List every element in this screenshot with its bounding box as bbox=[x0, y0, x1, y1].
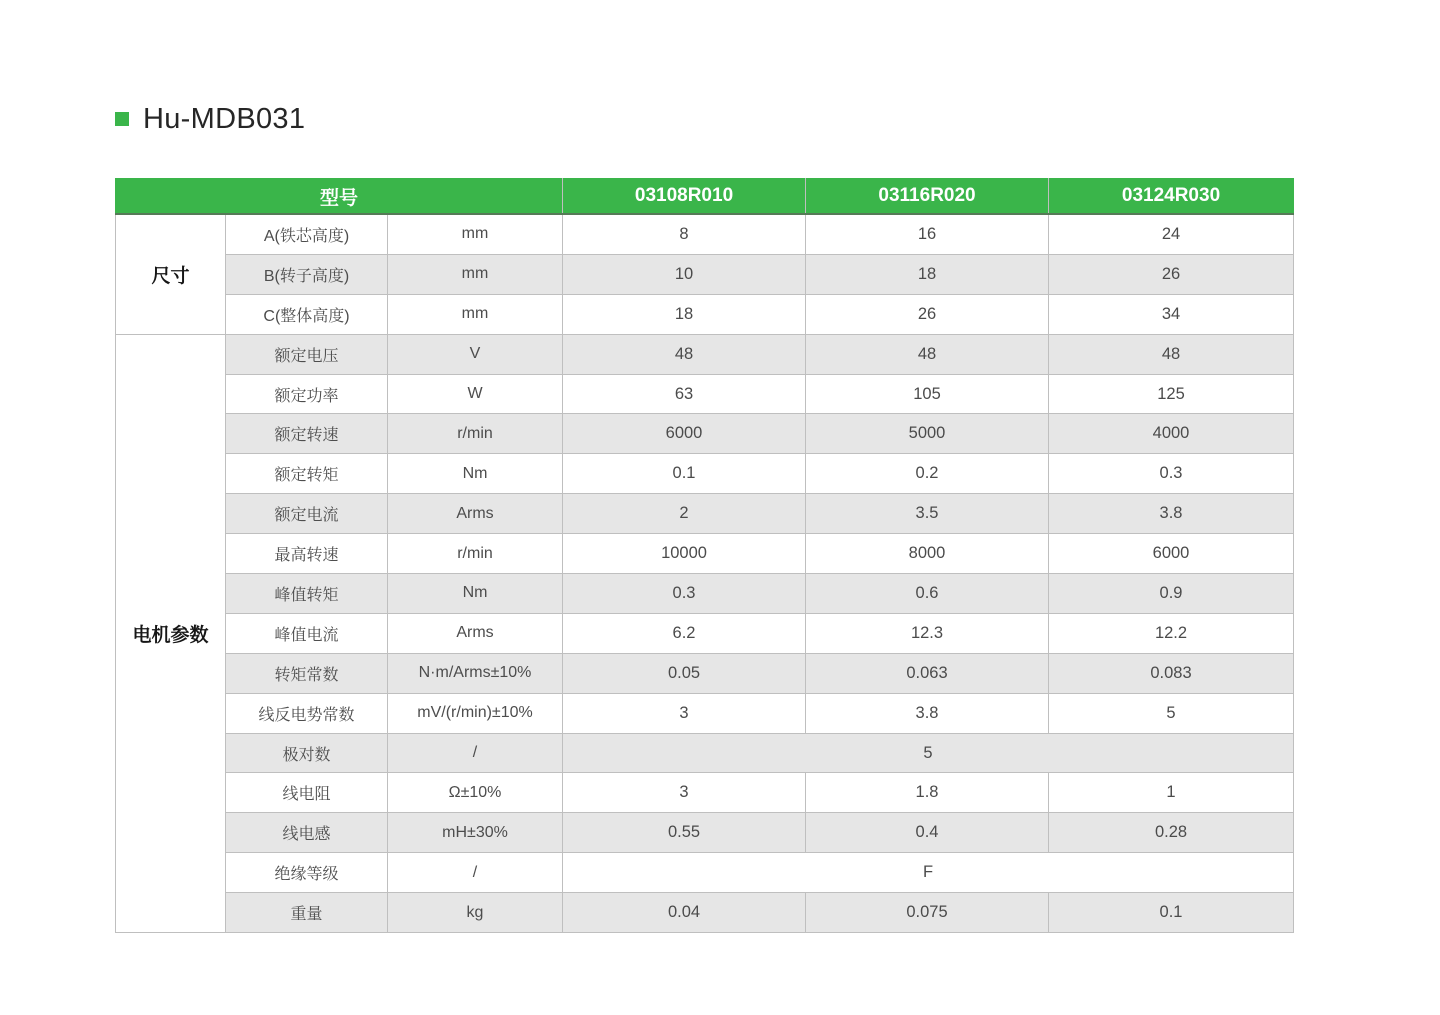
value-cell: 0.04 bbox=[563, 893, 806, 933]
table-row bbox=[116, 454, 1294, 494]
value-cell: 6.2 bbox=[563, 613, 806, 653]
table-header-row bbox=[116, 179, 1294, 215]
value-cell: 16 bbox=[806, 214, 1049, 254]
value-cell: 0.9 bbox=[1049, 574, 1294, 614]
param-name-cell: 额定电流 bbox=[226, 494, 388, 534]
value-cell: 5 bbox=[1049, 693, 1294, 733]
table-row bbox=[116, 733, 1294, 773]
value-cell: 0.55 bbox=[563, 813, 806, 853]
param-unit-cell: kg bbox=[388, 893, 563, 933]
value-cell: 0.28 bbox=[1049, 813, 1294, 853]
value-cell: 0.075 bbox=[806, 893, 1049, 933]
green-square-bullet-icon bbox=[115, 112, 129, 126]
table-row bbox=[116, 853, 1294, 893]
param-name-cell: 极对数 bbox=[226, 733, 388, 773]
table-row bbox=[116, 374, 1294, 414]
value-cell-merged: 5 bbox=[563, 733, 1294, 773]
value-cell: 0.2 bbox=[806, 454, 1049, 494]
param-name-cell: 最高转速 bbox=[226, 534, 388, 574]
param-unit-cell: W bbox=[388, 374, 563, 414]
param-unit-cell: V bbox=[388, 334, 563, 374]
value-cell: 0.3 bbox=[563, 574, 806, 614]
value-cell: 48 bbox=[1049, 334, 1294, 374]
table-row bbox=[116, 693, 1294, 733]
param-name-cell: C(整体高度) bbox=[226, 294, 388, 334]
table-row bbox=[116, 613, 1294, 653]
table-row bbox=[116, 294, 1294, 334]
table-row bbox=[116, 414, 1294, 454]
model-header-03108R010: 03108R010 bbox=[563, 179, 806, 215]
table-row bbox=[116, 653, 1294, 693]
value-cell: 26 bbox=[1049, 254, 1294, 294]
param-unit-cell: mm bbox=[388, 254, 563, 294]
table-row bbox=[116, 494, 1294, 534]
param-name-cell: 线电感 bbox=[226, 813, 388, 853]
table-row bbox=[116, 214, 1294, 254]
value-cell: 105 bbox=[806, 374, 1049, 414]
param-name-cell: 额定转矩 bbox=[226, 454, 388, 494]
table-row bbox=[116, 254, 1294, 294]
model-header-03116R020: 03116R020 bbox=[806, 179, 1049, 215]
param-unit-cell: r/min bbox=[388, 534, 563, 574]
page-title: Hu-MDB031 bbox=[143, 103, 306, 135]
value-cell: 8 bbox=[563, 214, 806, 254]
value-cell: 18 bbox=[806, 254, 1049, 294]
value-cell: 6000 bbox=[1049, 534, 1294, 574]
table-row bbox=[116, 893, 1294, 933]
value-cell: 48 bbox=[806, 334, 1049, 374]
param-unit-cell: Ω±10% bbox=[388, 773, 563, 813]
section-title bbox=[115, 101, 305, 137]
group-label-cell: 电机参数 bbox=[116, 334, 226, 932]
value-cell: 3.5 bbox=[806, 494, 1049, 534]
param-name-cell: 峰值电流 bbox=[226, 613, 388, 653]
spec-table bbox=[115, 178, 1294, 933]
value-cell: 3.8 bbox=[806, 693, 1049, 733]
value-cell: 1 bbox=[1049, 773, 1294, 813]
value-cell: 0.1 bbox=[1049, 893, 1294, 933]
param-name-cell: 额定转速 bbox=[226, 414, 388, 454]
param-name-cell: 线电阻 bbox=[226, 773, 388, 813]
param-unit-cell: / bbox=[388, 733, 563, 773]
value-cell: 24 bbox=[1049, 214, 1294, 254]
value-cell: 3 bbox=[563, 693, 806, 733]
value-cell: 0.3 bbox=[1049, 454, 1294, 494]
param-unit-cell: Arms bbox=[388, 613, 563, 653]
value-cell: 48 bbox=[563, 334, 806, 374]
param-unit-cell: N·m/Arms±10% bbox=[388, 653, 563, 693]
param-unit-cell: mm bbox=[388, 294, 563, 334]
model-header-03124R030: 03124R030 bbox=[1049, 179, 1294, 215]
param-unit-cell: Nm bbox=[388, 454, 563, 494]
value-cell: 125 bbox=[1049, 374, 1294, 414]
param-name-cell: A(铁芯高度) bbox=[226, 214, 388, 254]
value-cell: 63 bbox=[563, 374, 806, 414]
param-unit-cell: Nm bbox=[388, 574, 563, 614]
value-cell: 12.3 bbox=[806, 613, 1049, 653]
value-cell-merged: F bbox=[563, 853, 1294, 893]
value-cell: 0.083 bbox=[1049, 653, 1294, 693]
param-unit-cell: Arms bbox=[388, 494, 563, 534]
param-name-cell: 绝缘等级 bbox=[226, 853, 388, 893]
value-cell: 6000 bbox=[563, 414, 806, 454]
value-cell: 2 bbox=[563, 494, 806, 534]
value-cell: 5000 bbox=[806, 414, 1049, 454]
param-unit-cell: mH±30% bbox=[388, 813, 563, 853]
value-cell: 26 bbox=[806, 294, 1049, 334]
param-name-cell: 重量 bbox=[226, 893, 388, 933]
value-cell: 34 bbox=[1049, 294, 1294, 334]
table-row bbox=[116, 534, 1294, 574]
table-row bbox=[116, 813, 1294, 853]
value-cell: 1.8 bbox=[806, 773, 1049, 813]
param-name-cell: 额定功率 bbox=[226, 374, 388, 414]
param-name-cell: 峰值转矩 bbox=[226, 574, 388, 614]
value-cell: 10000 bbox=[563, 534, 806, 574]
value-cell: 3.8 bbox=[1049, 494, 1294, 534]
param-name-cell: B(转子高度) bbox=[226, 254, 388, 294]
table-row bbox=[116, 574, 1294, 614]
table-row bbox=[116, 334, 1294, 374]
group-label-cell: 尺寸 bbox=[116, 214, 226, 334]
value-cell: 0.4 bbox=[806, 813, 1049, 853]
param-unit-cell: mV/(r/min)±10% bbox=[388, 693, 563, 733]
param-unit-cell: r/min bbox=[388, 414, 563, 454]
value-cell: 8000 bbox=[806, 534, 1049, 574]
value-cell: 0.05 bbox=[563, 653, 806, 693]
value-cell: 10 bbox=[563, 254, 806, 294]
value-cell: 3 bbox=[563, 773, 806, 813]
table-row bbox=[116, 773, 1294, 813]
value-cell: 0.6 bbox=[806, 574, 1049, 614]
value-cell: 18 bbox=[563, 294, 806, 334]
param-unit-cell: / bbox=[388, 853, 563, 893]
param-name-cell: 额定电压 bbox=[226, 334, 388, 374]
value-cell: 0.1 bbox=[563, 454, 806, 494]
value-cell: 0.063 bbox=[806, 653, 1049, 693]
model-label-header: 型号 bbox=[116, 179, 563, 215]
value-cell: 4000 bbox=[1049, 414, 1294, 454]
value-cell: 12.2 bbox=[1049, 613, 1294, 653]
param-unit-cell: mm bbox=[388, 214, 563, 254]
param-name-cell: 线反电势常数 bbox=[226, 693, 388, 733]
param-name-cell: 转矩常数 bbox=[226, 653, 388, 693]
